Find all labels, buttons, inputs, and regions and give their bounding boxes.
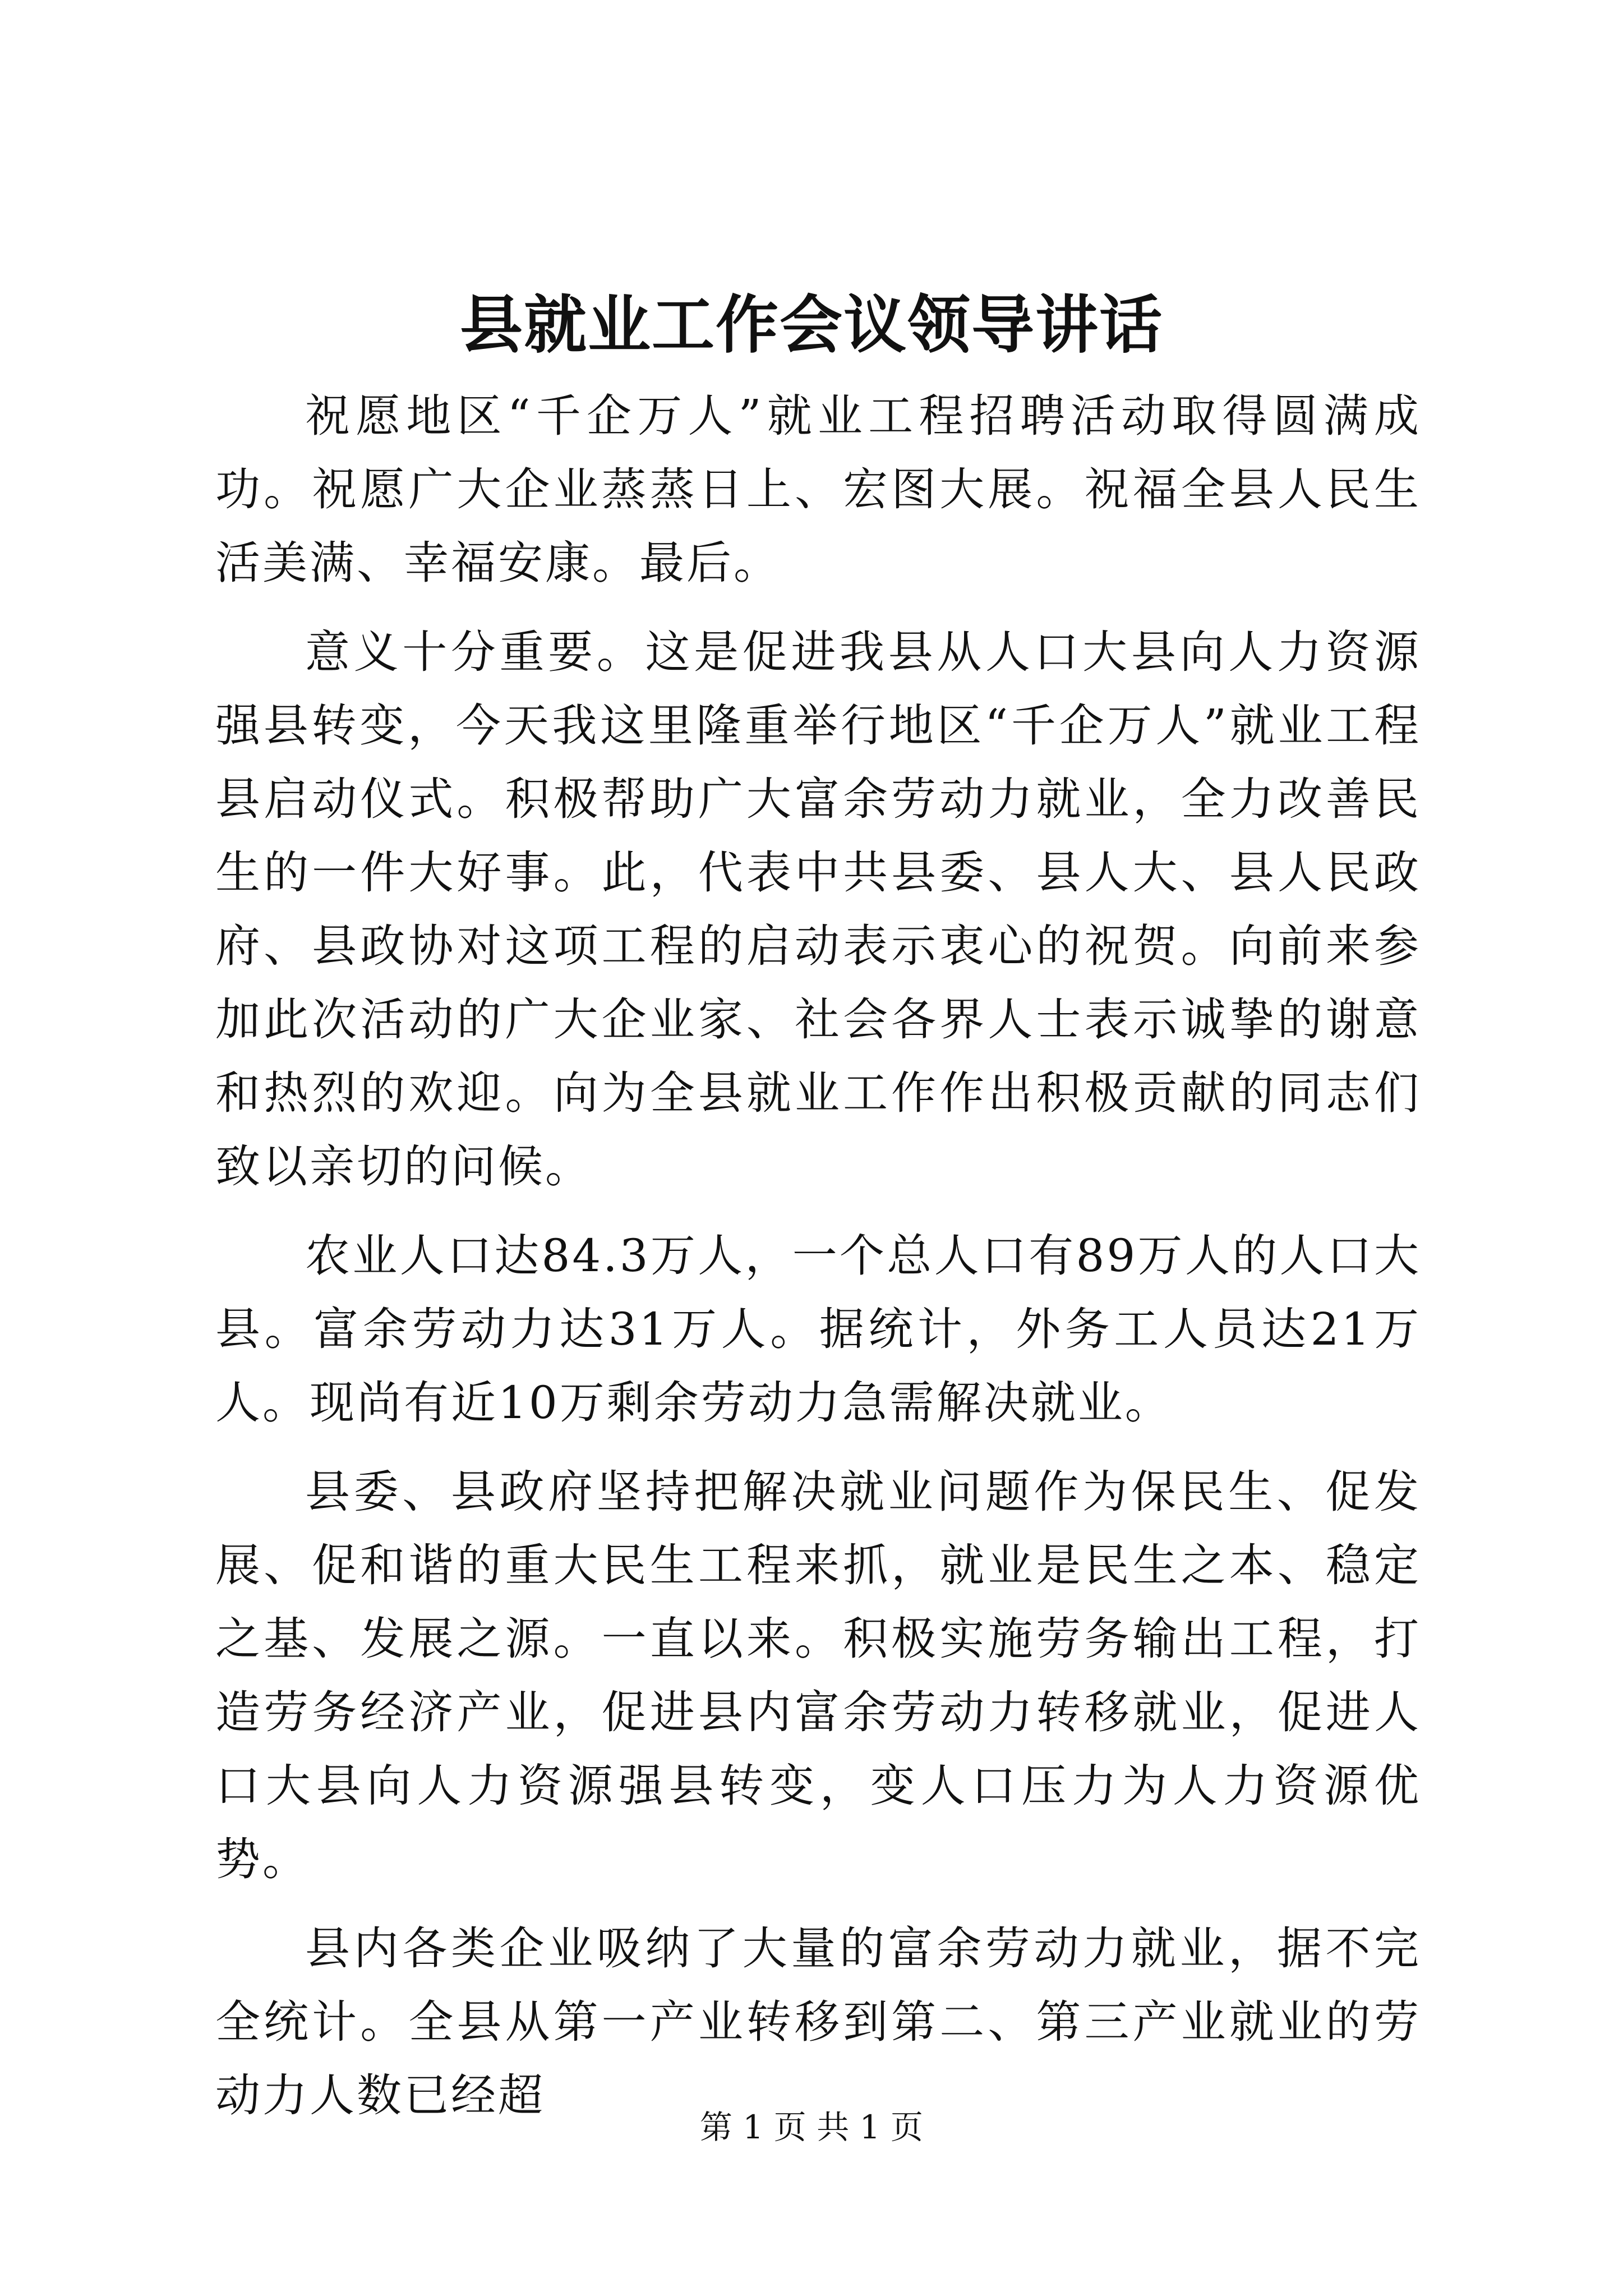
paragraph: 农业人口达84.3万人，一个总人口有89万人的人口大县。富余劳动力达31万人。据统计，外务工人员达21万人。现尚有近10万剩余劳动力急需解决就业。: [215, 1230, 1421, 1429]
paragraph: 意义十分重要。这是促进我县从人口大县向人力资源强县转变，今天我这里隆重举行地区“千企万人”就业工程县启动仪式。积极帮助广大富余劳动力就业，全力改善民生的一件大好事。此，代表中共县委、县人大、县人民政府、县政协对这项工程的启动表示衷心的祝贺。向前来参加此次活动的广大企业家、社会各界人士表示诚挚的谢意和热烈的欢迎。向为全县就业工作作出积极贡献的同志们致以亲切的问候。: [215, 626, 1421, 1193]
paragraph: 祝愿地区“千企万人”就业工程招聘活动取得圆满成功。祝愿广大企业蒸蒸日上、宏图大展。祝福全县人民生活美满、幸福安康。最后。: [215, 390, 1421, 589]
document-title: 县就业工作会议领导讲话: [460, 288, 1163, 362]
document-body: [215, 379, 1421, 2148]
page-number-footer: 第 1 页 共 1 页: [700, 2108, 923, 2146]
paragraph: 县委、县政府坚持把解决就业问题作为保民生、促发展、促和谐的重大民生工程来抓，就业是民生之本、稳定之基、发展之源。一直以来。积极实施劳务输出工程，打造劳务经济产业，促进县内富余劳动力转移就业，促进人口大县向人力资源强县转变，变人口压力为人力资源优势。: [215, 1466, 1421, 1885]
paragraph: 县内各类企业吸纳了大量的富余劳动力就业，据不完全统计。全县从第一产业转移到第二、第三产业就业的劳动力人数已经超: [215, 1922, 1421, 2122]
